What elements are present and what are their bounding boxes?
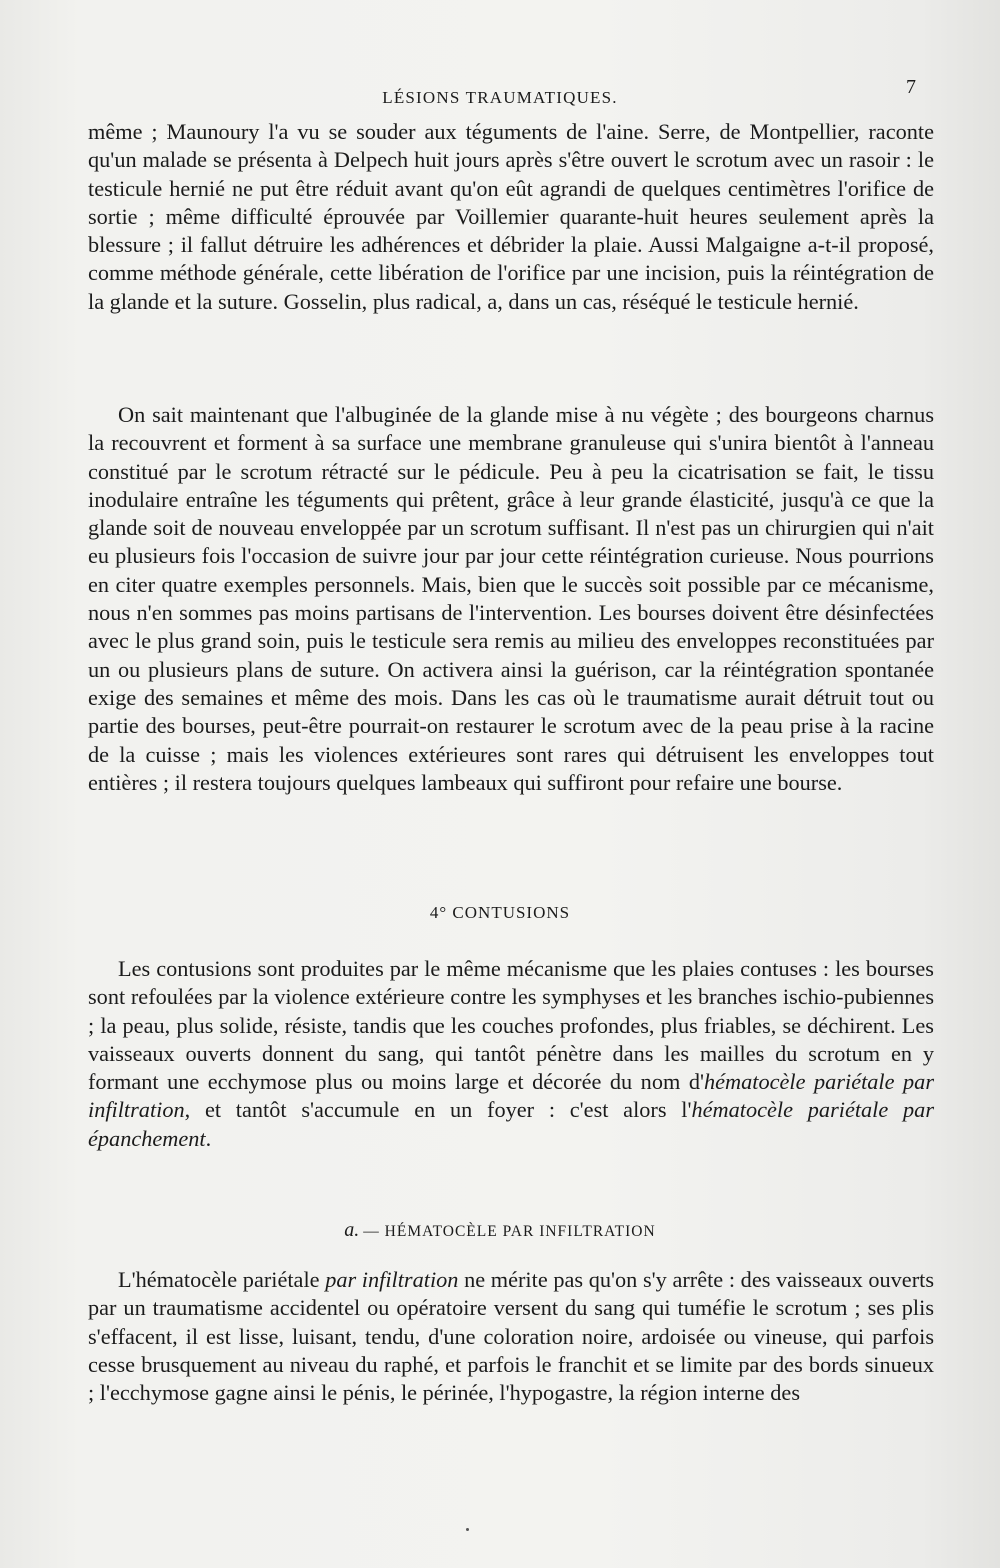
italic-term: par infiltration (325, 1267, 459, 1292)
paragraph-hernia-continuation (88, 118, 934, 316)
subsection-heading (0, 1219, 1000, 1242)
subsection-title: — HÉMATOCÈLE PAR INFILTRATION (363, 1223, 656, 1240)
subsection-letter: a. (344, 1219, 360, 1241)
page-number: 7 (906, 76, 916, 98)
paragraph-hematocele-infiltration (88, 1266, 934, 1407)
italic-term: hématocèle pariétale par infiltration (88, 1069, 935, 1123)
paragraph-reintegration (88, 401, 934, 797)
text-run: , et tantôt s'accumule en un foyer : c'est alors l' (184, 1097, 692, 1123)
text-run: Les contusions sont produites par le même mécanisme que les plaies contuses : les bourses sont refoulées par la violence extérieure contre les symphyses et les branches ischio-pubiennes ; la peau, plus solide, résiste, tandis que les couches profondes, plus friables, se déchirent. Les vaisseaux ouverts donnent du sang, qui tantôt pénètre dans les mailles du scrotum en y formant une ecchymose plus ou moins large et décorée du nom d' (88, 956, 934, 1095)
running-head: LÉSIONS TRAUMATIQUES. (382, 88, 618, 107)
text-run: . (205, 1125, 212, 1151)
section-heading-contusions: 4° CONTUSIONS (429, 903, 571, 922)
paragraph-contusions (88, 955, 934, 1153)
paragraph-text (88, 955, 934, 1153)
italic-term: hématocèle pariétale par épanchement (88, 1097, 934, 1151)
text-run: ne mérite pas qu'on s'y arrête : des vaisseaux ouverts par un traumatisme accidentel ou opératoire versent du sang qui tuméfie le scrotum ; ses plis s'effacent, il est lisse, luisant, tendu, d'une coloration noire, ardoisée ou vineuse, qui parfois cesse brusquement au niveau du raphé, et parfois le franchit et se limite par des bords sinueux ; l'ecchymose gagne ainsi le pénis, le périnée, l'hypogastre, la région interne des (88, 1267, 934, 1406)
paragraph-text: même ; Maunoury l'a vu se souder aux téguments de l'aine. Serre, de Montpellier, raconte qu'un malade se présenta à Delpech huit jours après s'être ouvert le scrotum avec un rasoir : le testicule hernié ne put être réduit avant qu'on eût agrandi de quelques centimètres l'orifice de sortie ; même difficulté éprouvée par Voillemier quarante-huit heures seulement après la blessure ; il fallut détruire les adhérences et débrider la plaie. Aussi Malgaigne a-t-il proposé, comme méthode générale, cette libération de l'orifice par une incision, puis la réintégration de la glande et la suture. Gosselin, plus radical, a, dans un cas, réséqué le testicule hernié. (88, 119, 934, 314)
print-speck (466, 1528, 469, 1531)
paragraph-text: On sait maintenant que l'albuginée de la glande mise à nu végète ; des bourgeons charnus la recouvrent et forment à sa surface une membrane granuleuse qui s'unira bientôt à l'anneau constitué par le scrotum rétracté sur le pédicule. Peu à peu la cicatrisation se fait, le tissu inodulaire entraîne les téguments qui prêtent, grâce à leur grande élasticité, jusqu'à ce que la glande soit de nouveau enveloppée par un scrotum suffisant. Il n'est pas un chirurgien qui n'ait eu plusieurs fois l'occasion de suivre jour par jour cette réintégration curieuse. Nous pourrions en citer quatre exemples personnels. Mais, bien que le succès soit possible par ce mécanisme, nous n'en sommes pas moins partisans de l'intervention. Les bourses doivent être désinfectées avec le plus grand soin, puis le testicule sera remis au milieu des enveloppes reconstituées par un ou plusieurs plans de suture. On activera ainsi la guérison, car la réintégration spontanée exige des semaines et même des mois. Dans les cas où le traumatisme aurait détruit tout ou partie des bourses, peut-être pourrait-on restaurer le scrotum avec de la peau prise à la racine de la cuisse ; mais les violences extérieures sont rares qui détruisent les enveloppes tout entières ; il restera toujours quelques lambeaux qui suffiront pour refaire une bourse. (88, 402, 934, 795)
paragraph-text (88, 1266, 934, 1407)
text-run: L'hématocèle pariétale (118, 1267, 326, 1292)
